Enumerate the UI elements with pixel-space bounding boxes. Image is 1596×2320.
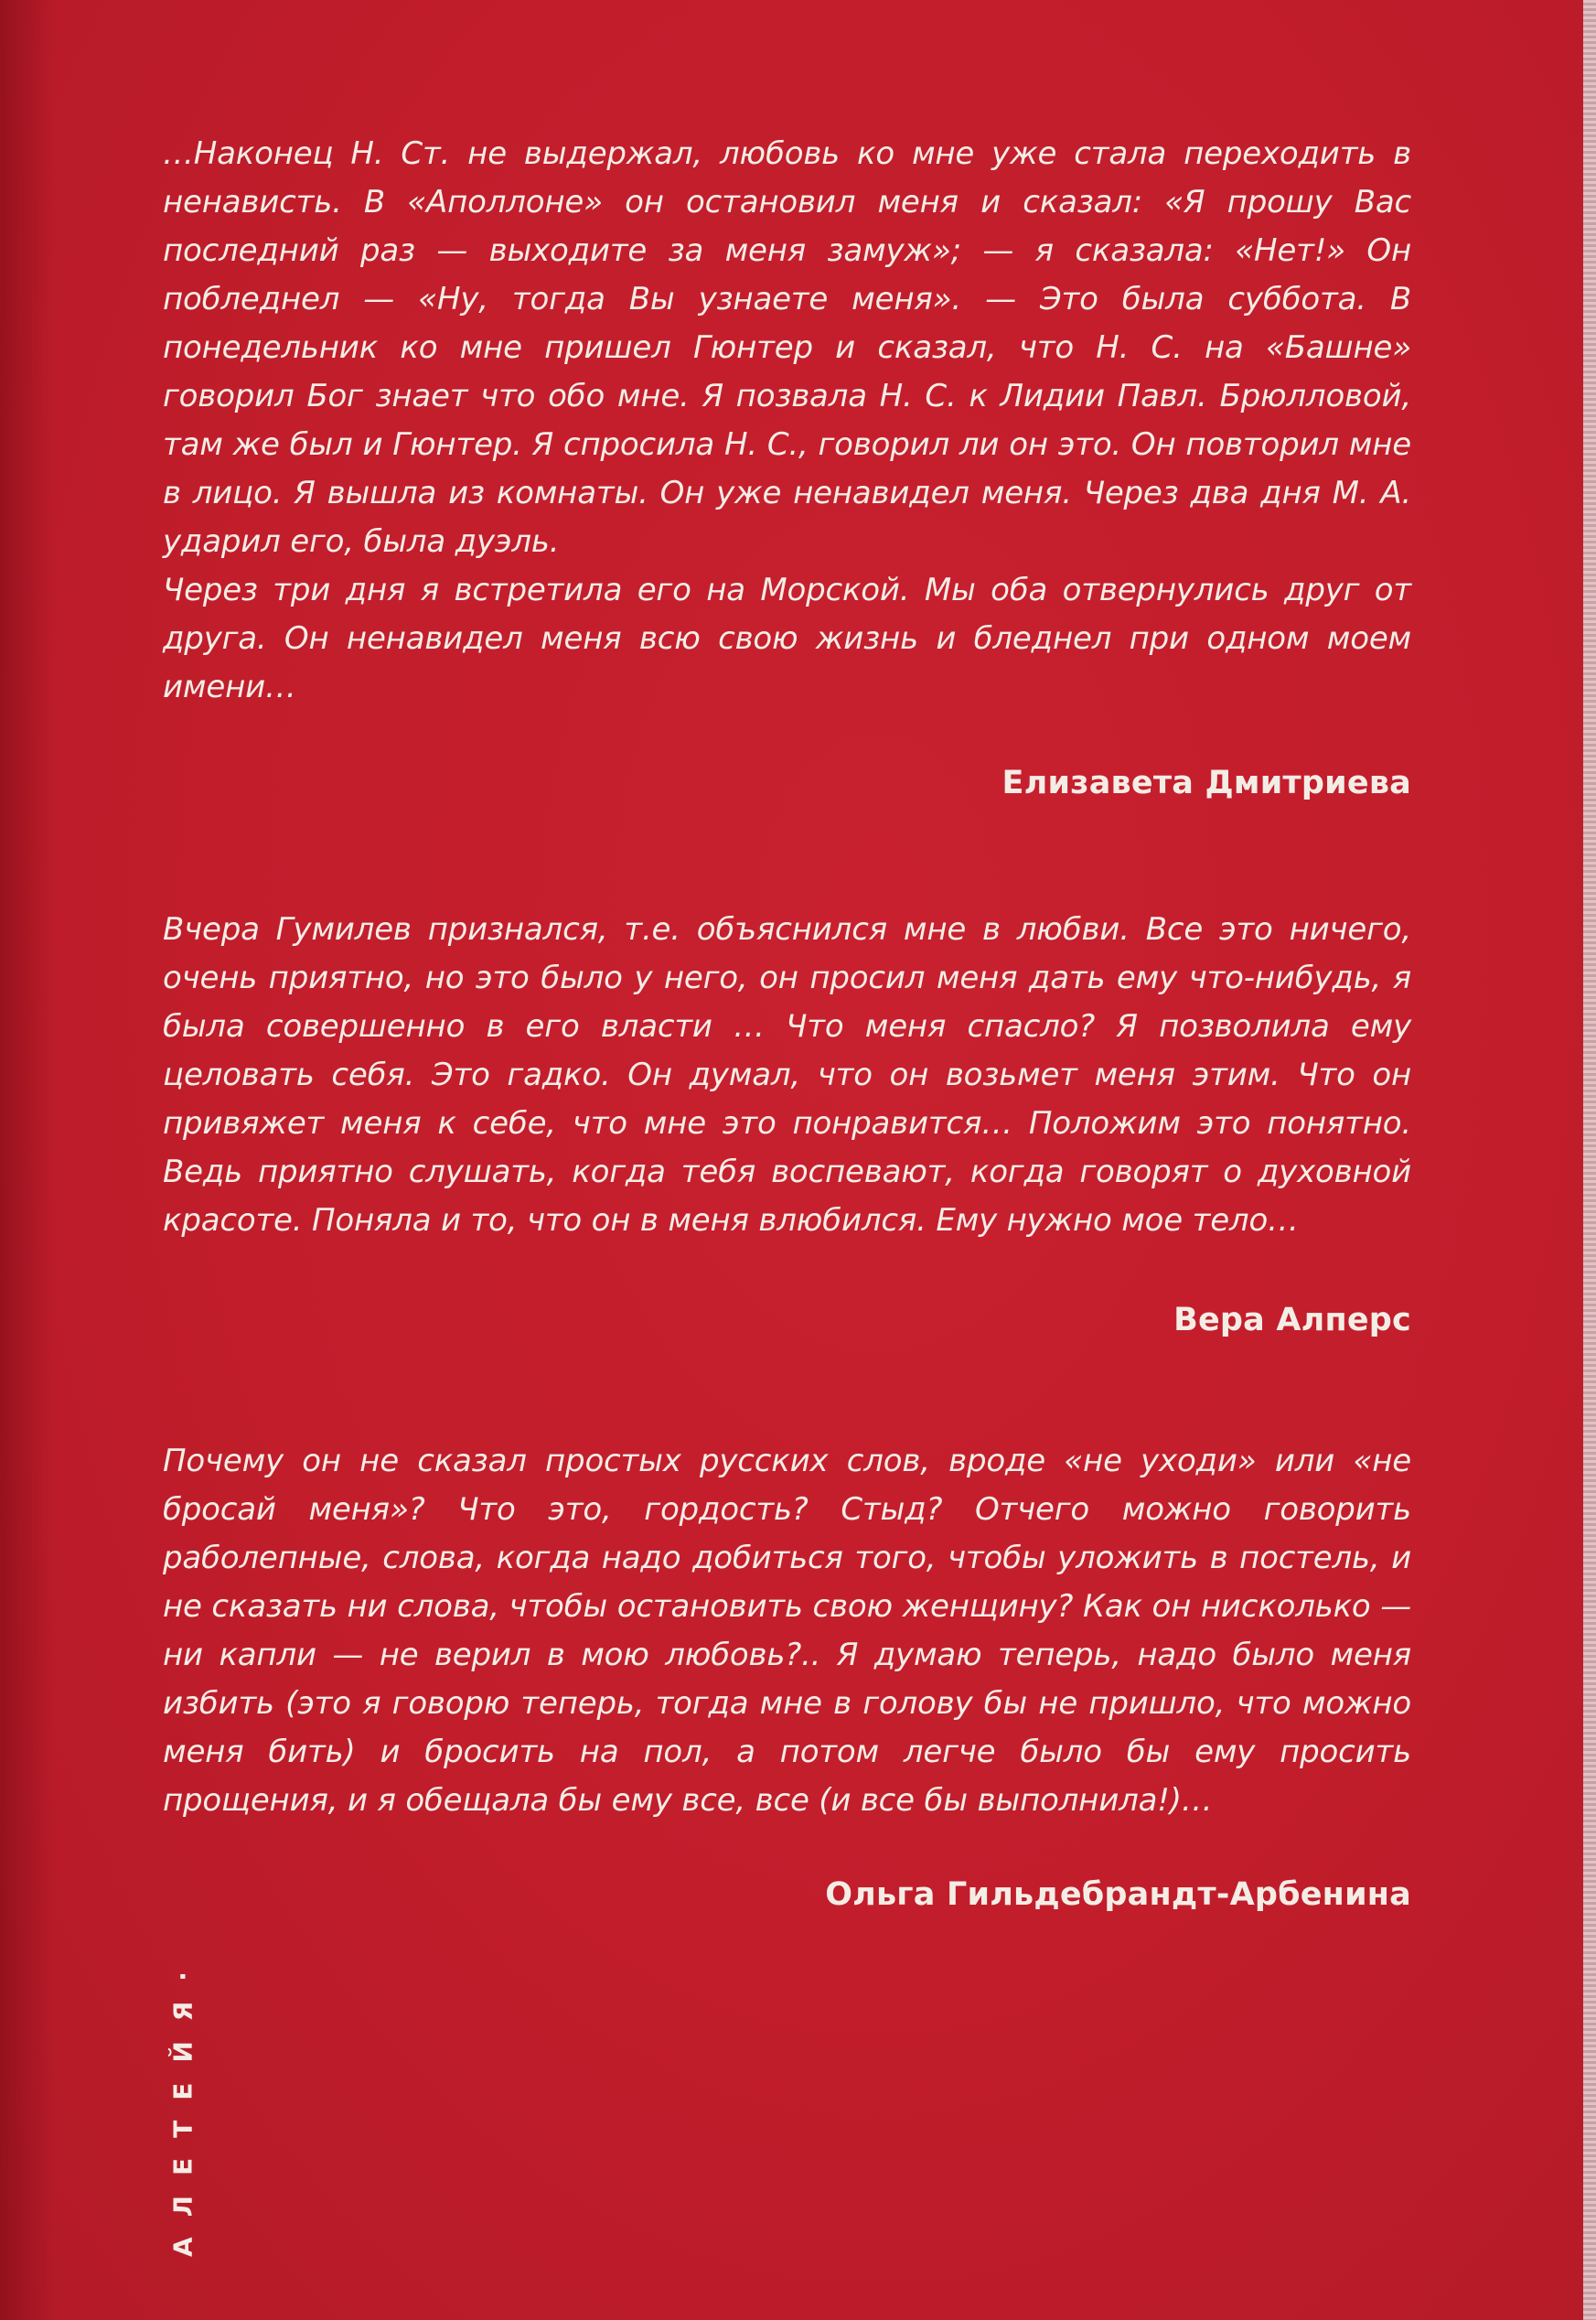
quote-block-1 <box>163 130 1411 803</box>
publisher-name: АЛЕТЕЙЯ· <box>167 1951 198 2257</box>
page-edge <box>1583 0 1596 2320</box>
quote-text: …Наконец Н. Ст. не выдержал, любовь ко мне уже стала переходить в ненависть. В «Аполлоне» он остановил меня и сказал: «Я прошу Вас последний раз — выходите за меня замуж»; — я сказала: «Нет!» Он побледнел — «Ну, тогда Вы узнаете меня». — Это была суббота. В понедельник ко мне пришел Гюнтер и сказал, что Н. С. на «Башне» говорил Бог знает что обо мне. Я позвала Н. С. к Лидии Павл. Брюлловой, там же был и Гюнтер. Я спросила Н. С., говорил ли он это. Он повторил мне в лицо. Я вышла из комнаты. Он уже ненавидел меня. Через два дня М. А. ударил его, была дуэль. Через три дня я встретила его на Морской. Мы оба отвернулись друг от друга. Он ненавидел меня всю свою жизнь и бледнел при одном моем имени… <box>163 135 1411 705</box>
divider-space <box>163 1340 1411 1437</box>
quote-text: Почему он не сказал простых русских слов, вроде «не уходи» или «не бросай меня»? Что это, гордость? Стыд? Отчего можно говорить раболепные, слова, когда надо добиться того, чтобы уложить в постель, и не сказать ни слова, чтобы остановить свою женщину? Как он нисколько — ни капли — не верил в мою любовь?.. Я думаю теперь, надо было меня избить (это я говорю теперь, тогда мне в голову бы не пришло, что можно меня бить) и бросить на пол, а потом легче было бы ему просить прощения, и я обещала бы ему все, все (и все бы выполнила!)… <box>163 1443 1411 1819</box>
quote-author: Ольга Гильдебрандт-Арбенина <box>825 1876 1411 1913</box>
back-cover-quotes <box>163 130 1411 1915</box>
spine-shadow <box>0 0 55 2320</box>
publisher-logo <box>165 1939 201 2269</box>
quote-block-2 <box>163 906 1411 1340</box>
quote-author: Вера Алперс <box>1173 1302 1411 1338</box>
quote-author: Елизавета Дмитриева <box>1002 765 1411 801</box>
divider-space <box>163 803 1411 906</box>
quote-block-3 <box>163 1437 1411 1915</box>
quote-text: Вчера Гумилев признался, т.е. объяснился мне в любви. Все это ничего, очень приятно, но это было у него, он просил меня дать ему что-нибудь, я была совершенно в его власти … Что меня спасло? Я позволила ему целовать себя. Это гадко. Он думал, что он возьмет меня этим. Что он привяжет меня к себе, что мне это понравится… Положим это понятно. Ведь приятно слушать, когда тебя воспевают, когда говорят о духовной красоте. Поняла и то, что он в меня влюбился. Ему нужно мое тело… <box>163 911 1411 1239</box>
